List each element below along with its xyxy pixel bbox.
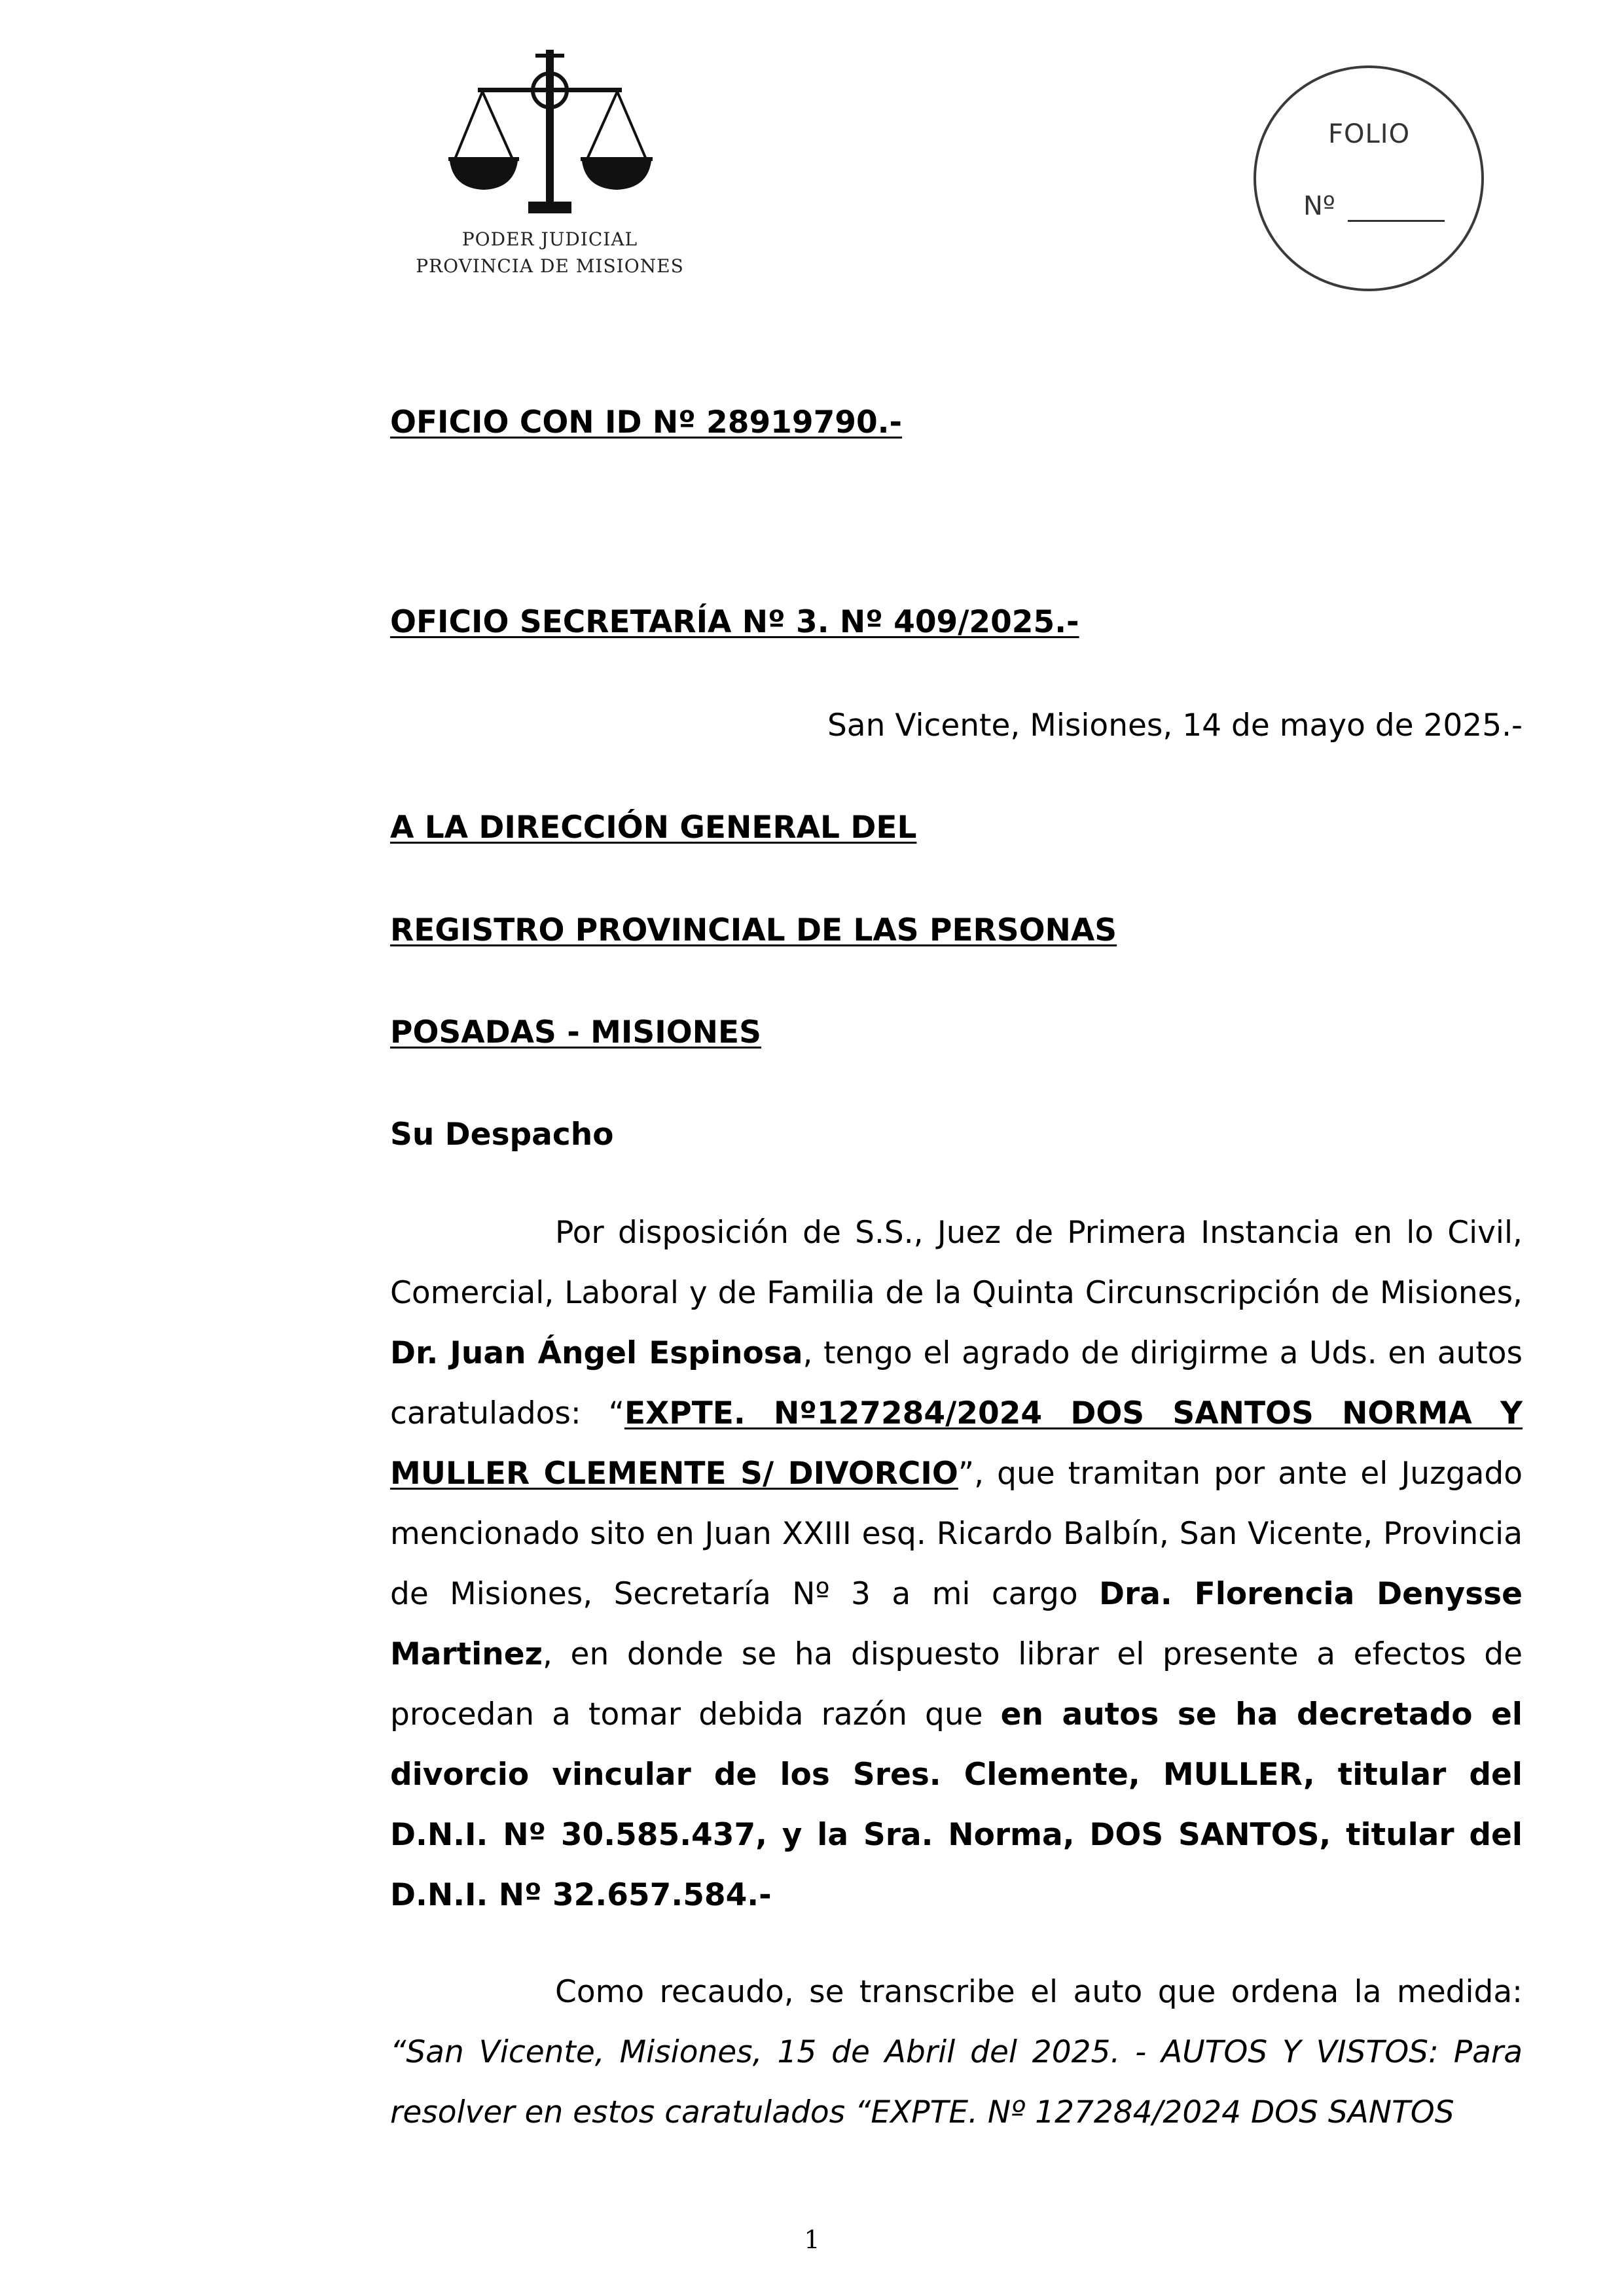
body-text-intro: Por disposición de S.S., Juez de Primera Instancia en lo Civil, Comercial, Laboral y de Familia de la Quinta Circunscripción de Misiones, xyxy=(390,1215,1523,1311)
secretary-name: Dra. Florencia Denysse Martinez xyxy=(390,1576,1523,1672)
judicial-seal-logo xyxy=(406,45,694,293)
body-text-caratulados: , tengo el agrado de dirigirme a Uds. en autos caratulados: “ xyxy=(390,1335,1523,1431)
salutation: Su Despacho xyxy=(390,1117,614,1153)
oficio-id-heading: OFICIO CON ID Nº 28919790.- xyxy=(390,404,903,440)
folio-label: FOLIO xyxy=(1328,119,1411,149)
oficio-secretaria-heading: OFICIO SECRETARÍA Nº 3. Nº 409/2025.- xyxy=(390,604,1079,640)
scales-of-justice-icon xyxy=(442,45,658,221)
seal-text-poder-judicial: PODER JUDICIAL xyxy=(461,228,638,250)
body-text-recaudo: Como recaudo, se transcribe el auto que ordena la medida: xyxy=(555,1974,1523,2010)
place-and-date: San Vicente, Misiones, 14 de mayo de 2025.- xyxy=(827,708,1523,744)
page-number: 1 xyxy=(804,2225,820,2254)
addressee-line-1: A LA DIRECCIÓN GENERAL DEL xyxy=(390,810,917,846)
folio-number-label: Nº xyxy=(1303,191,1335,221)
addressee-line-2: REGISTRO PROVINCIAL DE LAS PERSONAS xyxy=(390,912,1117,948)
folio-number-blank xyxy=(1348,220,1445,222)
body-paragraph-1 xyxy=(390,1203,1523,1926)
judge-name: Dr. Juan Ángel Espinosa xyxy=(390,1335,803,1371)
addressee-line-3: POSADAS - MISIONES xyxy=(390,1014,761,1050)
case-title: EXPTE. Nº127284/2024 DOS SANTOS NORMA Y MULLER CLEMENTE S/ DIVORCIO xyxy=(390,1395,1523,1492)
body-text-efectos: , en donde se ha dispuesto librar el presente a efectos de procedan a tomar debida razón que xyxy=(390,1636,1523,1732)
folio-stamp xyxy=(1254,65,1484,291)
body-text-juzgado: ”, que tramitan por ante el Juzgado mencionado sito en Juan XXIII esq. Ricardo Balbín, San Vicente, Provincia de Misiones, Secretaría Nº 3 a mi cargo xyxy=(390,1456,1523,1612)
seal-text-provincia: PROVINCIA DE MISIONES xyxy=(416,255,684,277)
transcribed-order-quote: “San Vicente, Misiones, 15 de Abril del 2025. - AUTOS Y VISTOS: Para resolver en estos caratulados “EXPTE. Nº 127284/2024 DOS SANTOS xyxy=(390,2034,1523,2130)
divorce-decree-text: en autos se ha decretado el divorcio vincular de los Sres. Clemente, MULLER, titular del D.N.I. Nº 30.585.437, y la Sra. Norma, DOS SANTOS, titular del D.N.I. Nº 32.657.584.- xyxy=(390,1696,1523,1913)
body-paragraph-2 xyxy=(390,1962,1523,2143)
